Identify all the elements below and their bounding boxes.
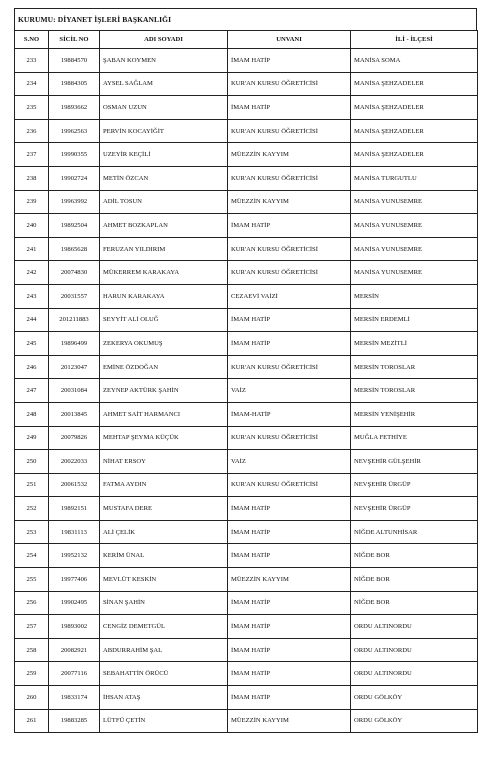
cell-unvani: MÜEZZİN KAYYIM: [228, 143, 351, 167]
cell-unvani: İMAM HATİP: [228, 615, 351, 639]
header-sno: S.NO: [15, 31, 49, 49]
cell-sicil-no: 201211883: [49, 308, 100, 332]
cell-unvani: İMAM HATİP: [228, 638, 351, 662]
table-row: [15, 497, 478, 521]
cell-sno: 240: [15, 214, 49, 238]
cell-sicil-no: 19884305: [49, 72, 100, 96]
cell-sno: 245: [15, 332, 49, 356]
table-row: [15, 709, 478, 733]
cell-sno: 242: [15, 261, 49, 285]
header-sicil-no: SİCİL NO: [49, 31, 100, 49]
cell-adi-soyadi: METİN ÖZCAN: [100, 166, 228, 190]
table-row: [15, 662, 478, 686]
cell-adi-soyadi: AHMET SAİT HARMANCI: [100, 402, 228, 426]
cell-sno: 261: [15, 709, 49, 733]
table-row: [15, 544, 478, 568]
cell-adi-soyadi: PERVİN KOCAYİĞİT: [100, 119, 228, 143]
table-row: [15, 96, 478, 120]
cell-unvani: İMAM HATİP: [228, 308, 351, 332]
table-row: [15, 591, 478, 615]
cell-sicil-no: 19865628: [49, 237, 100, 261]
cell-sicil-no: 20079826: [49, 426, 100, 450]
cell-adi-soyadi: UZEYİR KEÇİLİ: [100, 143, 228, 167]
cell-ili-ilcesi: NEVŞEHİR ÜRGÜP: [351, 473, 478, 497]
header-unvani: UNVANI: [228, 31, 351, 49]
cell-ili-ilcesi: MANİSA SOMA: [351, 49, 478, 73]
table-row: [15, 308, 478, 332]
cell-sno: 250: [15, 450, 49, 474]
cell-unvani: KUR'AN KURSU ÖĞRETİCİSİ: [228, 355, 351, 379]
cell-unvani: KUR'AN KURSU ÖĞRETİCİSİ: [228, 261, 351, 285]
cell-sno: 260: [15, 686, 49, 710]
cell-sicil-no: 19831113: [49, 520, 100, 544]
cell-sicil-no: 19902495: [49, 591, 100, 615]
table-row: [15, 402, 478, 426]
cell-adi-soyadi: EMİNE ÖZDOĞAN: [100, 355, 228, 379]
table-row: [15, 332, 478, 356]
cell-ili-ilcesi: MERSİN: [351, 284, 478, 308]
cell-adi-soyadi: HARUN KARAKAYA: [100, 284, 228, 308]
cell-ili-ilcesi: MANİSA TURGUTLU: [351, 166, 478, 190]
cell-sno: 258: [15, 638, 49, 662]
cell-ili-ilcesi: ORDU GÖLKÖY: [351, 686, 478, 710]
cell-unvani: KUR'AN KURSU ÖĞRETİCİSİ: [228, 473, 351, 497]
table-row: [15, 520, 478, 544]
cell-unvani: VAİZ: [228, 450, 351, 474]
table-row: [15, 214, 478, 238]
cell-adi-soyadi: İHSAN ATAŞ: [100, 686, 228, 710]
cell-sno: 233: [15, 49, 49, 73]
cell-adi-soyadi: MEVLÜT KESKİN: [100, 568, 228, 592]
cell-sicil-no: 19896499: [49, 332, 100, 356]
cell-unvani: İMAM HATİP: [228, 497, 351, 521]
table-row: [15, 473, 478, 497]
table-row: [15, 72, 478, 96]
institution-title: KURUMU: DİYANET İŞLERİ BAŞKANLIĞI: [14, 8, 477, 30]
cell-adi-soyadi: SEYYİT ALİ OLUĞ: [100, 308, 228, 332]
cell-unvani: MÜEZZİN KAYYIM: [228, 190, 351, 214]
cell-unvani: KUR'AN KURSU ÖĞRETİCİSİ: [228, 237, 351, 261]
cell-ili-ilcesi: MANİSA ŞEHZADELER: [351, 143, 478, 167]
cell-unvani: İMAM HATİP: [228, 214, 351, 238]
cell-sicil-no: 19952132: [49, 544, 100, 568]
document-page: [14, 8, 477, 733]
cell-ili-ilcesi: NEVŞEHİR GÜLŞEHİR: [351, 450, 478, 474]
cell-adi-soyadi: FERUZAN YILDIRIM: [100, 237, 228, 261]
cell-sno: 249: [15, 426, 49, 450]
cell-unvani: İMAM HATİP: [228, 662, 351, 686]
cell-ili-ilcesi: ORDU ALTINORDU: [351, 615, 478, 639]
table-row: [15, 143, 478, 167]
cell-adi-soyadi: SEBAHATTİN ÖRÜCÜ: [100, 662, 228, 686]
cell-sicil-no: 20031557: [49, 284, 100, 308]
cell-sicil-no: 20077116: [49, 662, 100, 686]
cell-unvani: İMAM HATİP: [228, 332, 351, 356]
cell-unvani: İMAM HATİP: [228, 49, 351, 73]
cell-ili-ilcesi: MERSİN YENİŞEHİR: [351, 402, 478, 426]
cell-sno: 241: [15, 237, 49, 261]
table-row: [15, 190, 478, 214]
cell-adi-soyadi: ŞABAN KOYMEN: [100, 49, 228, 73]
cell-ili-ilcesi: NİĞDE BOR: [351, 544, 478, 568]
cell-sicil-no: 19962563: [49, 119, 100, 143]
cell-unvani: İMAM HATİP: [228, 686, 351, 710]
cell-sno: 254: [15, 544, 49, 568]
cell-sno: 244: [15, 308, 49, 332]
cell-adi-soyadi: ADİL TOSUN: [100, 190, 228, 214]
cell-adi-soyadi: ABDURRAHİM ŞAL: [100, 638, 228, 662]
cell-ili-ilcesi: NİĞDE ALTUNHİSAR: [351, 520, 478, 544]
cell-adi-soyadi: ALİ ÇELİK: [100, 520, 228, 544]
table-row: [15, 638, 478, 662]
cell-sicil-no: 19892151: [49, 497, 100, 521]
table-row: [15, 237, 478, 261]
cell-sicil-no: 20013845: [49, 402, 100, 426]
table-row: [15, 49, 478, 73]
cell-sicil-no: 19883285: [49, 709, 100, 733]
cell-adi-soyadi: ZEKERYA OKUMUŞ: [100, 332, 228, 356]
cell-sno: 259: [15, 662, 49, 686]
cell-ili-ilcesi: MANİSA YUNUSEMRE: [351, 214, 478, 238]
cell-sicil-no: 19884570: [49, 49, 100, 73]
cell-sicil-no: 20123047: [49, 355, 100, 379]
cell-sno: 255: [15, 568, 49, 592]
cell-sno: 256: [15, 591, 49, 615]
cell-adi-soyadi: FATMA AYDIN: [100, 473, 228, 497]
table-row: [15, 355, 478, 379]
cell-adi-soyadi: MUSTAFA DERE: [100, 497, 228, 521]
cell-sno: 248: [15, 402, 49, 426]
cell-sno: 239: [15, 190, 49, 214]
cell-ili-ilcesi: MANİSA ŞEHZADELER: [351, 96, 478, 120]
table-row: [15, 261, 478, 285]
header-adi-soyadi: ADI SOYADI: [100, 31, 228, 49]
cell-sno: 251: [15, 473, 49, 497]
cell-ili-ilcesi: MANİSA ŞEHZADELER: [351, 119, 478, 143]
cell-unvani: KUR'AN KURSU ÖĞRETİCİSİ: [228, 426, 351, 450]
cell-sno: 234: [15, 72, 49, 96]
cell-sicil-no: 20031084: [49, 379, 100, 403]
cell-sicil-no: 20082921: [49, 638, 100, 662]
cell-ili-ilcesi: ORDU ALTINORDU: [351, 638, 478, 662]
cell-ili-ilcesi: NİĞDE BOR: [351, 591, 478, 615]
cell-unvani: KUR'AN KURSU ÖĞRETİCİSİ: [228, 72, 351, 96]
cell-sno: 252: [15, 497, 49, 521]
cell-sicil-no: 19893002: [49, 615, 100, 639]
cell-unvani: İMAM HATİP: [228, 544, 351, 568]
cell-sno: 238: [15, 166, 49, 190]
table-row: [15, 450, 478, 474]
cell-adi-soyadi: MEHTAP ŞEYMA KÜÇÜK: [100, 426, 228, 450]
cell-ili-ilcesi: MERSİN TOROSLAR: [351, 355, 478, 379]
cell-unvani: İMAM-HATİP: [228, 402, 351, 426]
cell-adi-soyadi: ZEYNEP AKTÜRK ŞAHİN: [100, 379, 228, 403]
cell-ili-ilcesi: NEVŞEHİR ÜRGÜP: [351, 497, 478, 521]
cell-adi-soyadi: NİHAT ERSOY: [100, 450, 228, 474]
cell-sicil-no: 19990355: [49, 143, 100, 167]
header-ili-ilcesi: İLİ - İLÇESİ: [351, 31, 478, 49]
cell-adi-soyadi: AHMET BOZKAPLAN: [100, 214, 228, 238]
cell-sno: 246: [15, 355, 49, 379]
cell-unvani: MÜEZZİN KAYYIM: [228, 568, 351, 592]
cell-sicil-no: 19902724: [49, 166, 100, 190]
cell-unvani: İMAM HATİP: [228, 96, 351, 120]
cell-sno: 237: [15, 143, 49, 167]
cell-ili-ilcesi: MANİSA YUNUSEMRE: [351, 237, 478, 261]
cell-unvani: CEZAEVİ VAİZİ: [228, 284, 351, 308]
personnel-table: [14, 30, 478, 733]
cell-ili-ilcesi: MERSİN ERDEMLİ: [351, 308, 478, 332]
cell-ili-ilcesi: MERSİN TOROSLAR: [351, 379, 478, 403]
cell-sicil-no: 20022033: [49, 450, 100, 474]
cell-sno: 253: [15, 520, 49, 544]
cell-unvani: İMAM HATİP: [228, 520, 351, 544]
table-row: [15, 166, 478, 190]
cell-unvani: KUR'AN KURSU ÖĞRETİCİSİ: [228, 119, 351, 143]
cell-sicil-no: 19892504: [49, 214, 100, 238]
cell-ili-ilcesi: MERSİN MEZİTLİ: [351, 332, 478, 356]
cell-adi-soyadi: LÜTFÜ ÇETİN: [100, 709, 228, 733]
table-row: [15, 119, 478, 143]
table-row: [15, 379, 478, 403]
cell-sicil-no: 19833174: [49, 686, 100, 710]
cell-sno: 236: [15, 119, 49, 143]
cell-sicil-no: 19963992: [49, 190, 100, 214]
cell-ili-ilcesi: ORDU ALTINORDU: [351, 662, 478, 686]
cell-unvani: KUR'AN KURSU ÖĞRETİCİSİ: [228, 166, 351, 190]
cell-ili-ilcesi: ORDU GÖLKÖY: [351, 709, 478, 733]
cell-ili-ilcesi: NİĞDE BOR: [351, 568, 478, 592]
cell-unvani: İMAM HATİP: [228, 591, 351, 615]
cell-sicil-no: 20061532: [49, 473, 100, 497]
cell-sicil-no: 19893662: [49, 96, 100, 120]
table-row: [15, 568, 478, 592]
cell-sicil-no: 19977406: [49, 568, 100, 592]
cell-adi-soyadi: CENGİZ DEMETGÜL: [100, 615, 228, 639]
cell-ili-ilcesi: MANİSA ŞEHZADELER: [351, 72, 478, 96]
table-row: [15, 284, 478, 308]
cell-adi-soyadi: KERİM ÜNAL: [100, 544, 228, 568]
cell-adi-soyadi: MÜKERREM KARAKAYA: [100, 261, 228, 285]
cell-unvani: MÜEZZİN KAYYIM: [228, 709, 351, 733]
cell-ili-ilcesi: MANİSA YUNUSEMRE: [351, 261, 478, 285]
table-row: [15, 686, 478, 710]
cell-ili-ilcesi: MANİSA YUNUSEMRE: [351, 190, 478, 214]
cell-adi-soyadi: OSMAN UZUN: [100, 96, 228, 120]
table-header-row: [15, 31, 478, 49]
cell-sicil-no: 20074830: [49, 261, 100, 285]
cell-sno: 243: [15, 284, 49, 308]
cell-sno: 235: [15, 96, 49, 120]
cell-ili-ilcesi: MUĞLA FETHİYE: [351, 426, 478, 450]
cell-sno: 257: [15, 615, 49, 639]
cell-unvani: VAİZ: [228, 379, 351, 403]
table-row: [15, 426, 478, 450]
cell-sno: 247: [15, 379, 49, 403]
table-row: [15, 615, 478, 639]
cell-adi-soyadi: SİNAN ŞAHİN: [100, 591, 228, 615]
cell-adi-soyadi: AYSEL SAĞLAM: [100, 72, 228, 96]
